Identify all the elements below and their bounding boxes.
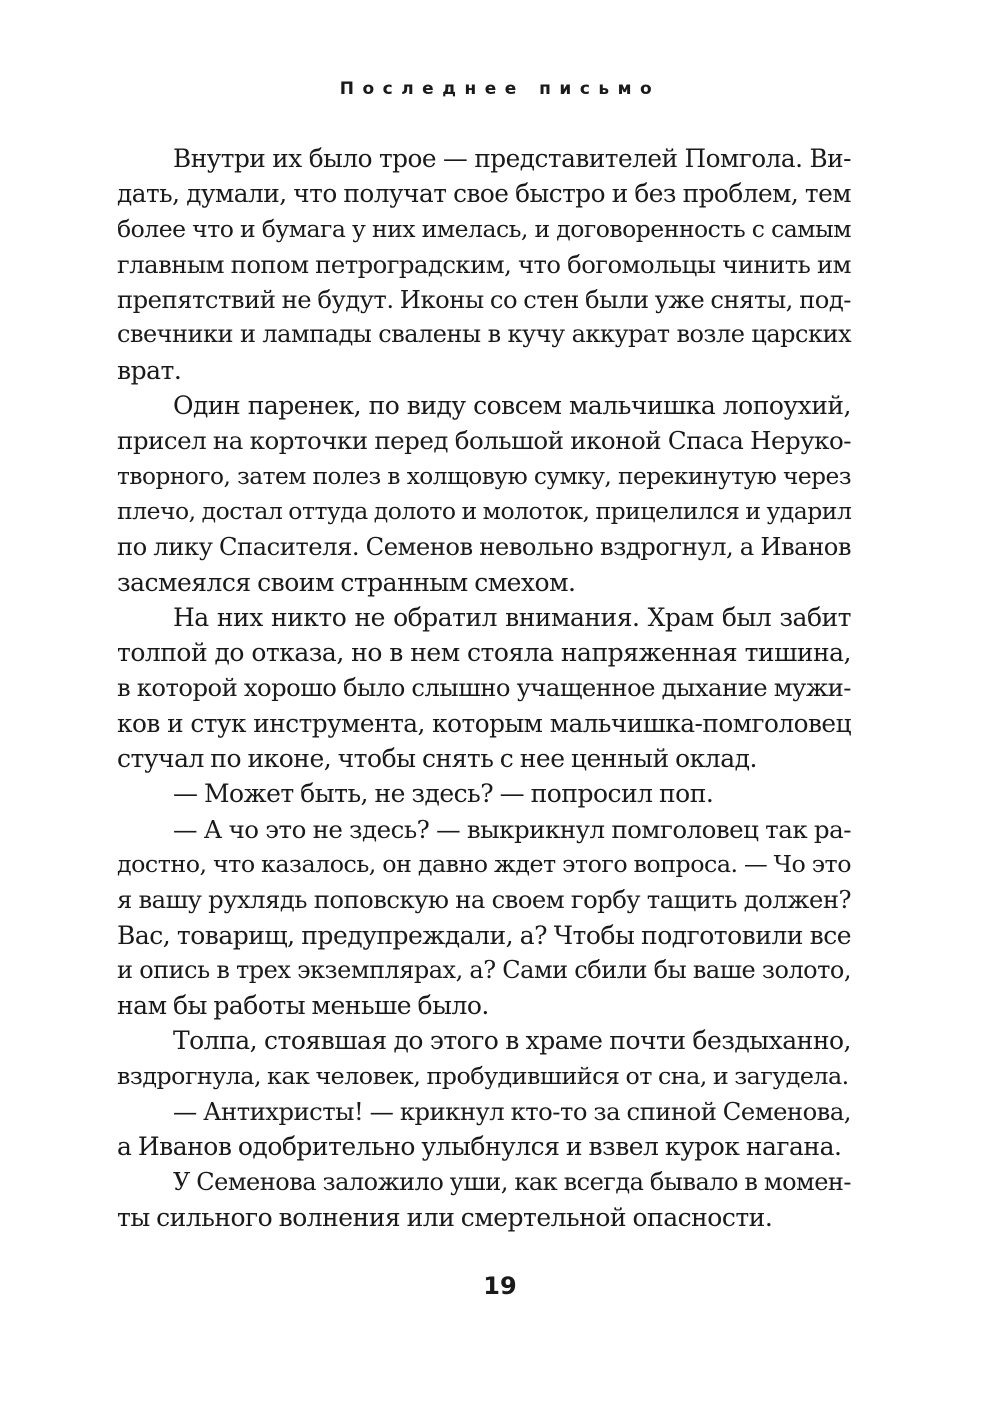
paragraph — [117, 1023, 851, 1094]
page-number: 19 — [483, 1272, 517, 1300]
text-line: Внутри их было трое — представителей Помгола. Ви- — [173, 144, 851, 173]
text-line: вздрогнула, как человек, пробудившийся от сна, и загудела. — [117, 1061, 849, 1090]
text-line: плечо, достал оттуда долото и молоток, прицелился и ударил — [117, 496, 852, 525]
text-line: более что и бумага у них имелась, и договоренность с самым — [117, 214, 851, 243]
text-line: нам бы работы меньше было. — [117, 991, 489, 1021]
text-line: засмеялся своим странным смехом. — [117, 567, 576, 597]
text-line: свечники и лампады свалены в кучу аккурат возле царских — [117, 320, 851, 349]
text-line: — Может быть, не здесь? — попросил поп. — [173, 779, 714, 809]
text-line: — Антихристы! — крикнул кто-то за спиной Семенова, — [173, 1097, 851, 1127]
text-line: а Иванов одобрительно улыбнулся и взвел курок нагана. — [117, 1132, 842, 1162]
body-text — [117, 141, 851, 1235]
paragraph — [117, 141, 851, 388]
text-line: — А чо это не здесь? — выкрикнул помголовец так ра- — [173, 814, 851, 844]
text-line: ков и стук инструмента, которым мальчишка-помголовец — [117, 708, 851, 738]
text-line: ты сильного волнения или смертельной опасности. — [117, 1202, 773, 1232]
text-line: главным попом петроградским, что богомольцы чинить им — [117, 249, 851, 279]
running-head: Последнее письмо — [339, 79, 661, 99]
text-line: препятствий не будут. Иконы со стен были уже сняты, под- — [117, 285, 851, 315]
text-line: У Семенова заложило уши, как всегда бывало в момен- — [173, 1167, 851, 1196]
text-line: присел на корточки перед большой иконой Спаса Неруко- — [117, 426, 851, 456]
text-line: достно, что казалось, он давно ждет этого вопроса. — Чо это — [117, 849, 851, 878]
text-line: врат. — [117, 355, 182, 385]
text-line: в которой хорошо было слышно учащенное дыхание мужи- — [117, 673, 851, 703]
text-line: дать, думали, что получат свое быстро и без проблем, тем — [117, 179, 851, 209]
text-line: Толпа, стоявшая до этого в храме почти бездыханно, — [173, 1026, 851, 1056]
text-line: толпой до отказа, но в нем стояла напряженная тишина, — [117, 638, 851, 668]
text-line: по лику Спасителя. Семенов невольно вздрогнул, а Иванов — [117, 532, 851, 562]
text-line: На них никто не обратил внимания. Храм был забит — [173, 602, 851, 632]
text-line: я вашу рухлядь поповскую на своем горбу тащить должен? — [117, 885, 851, 915]
paragraph — [117, 1094, 851, 1165]
paragraph — [117, 1165, 851, 1236]
paragraph — [117, 600, 851, 776]
paragraph — [117, 388, 851, 600]
text-line: творного, затем полез в холщовую сумку, перекинутую через — [117, 462, 851, 490]
paragraph — [117, 812, 851, 1024]
text-line: стучал по иконе, чтобы снять с нее ценный оклад. — [117, 744, 757, 774]
text-line: и опись в трех экземплярах, а? Сами сбили бы ваше золото, — [117, 955, 851, 984]
text-line: Один паренек, по виду совсем мальчишка лопоухий, — [173, 391, 851, 421]
paragraph — [117, 776, 851, 811]
text-line: Вас, товарищ, предупреждали, а? Чтобы подготовили все — [117, 920, 851, 950]
